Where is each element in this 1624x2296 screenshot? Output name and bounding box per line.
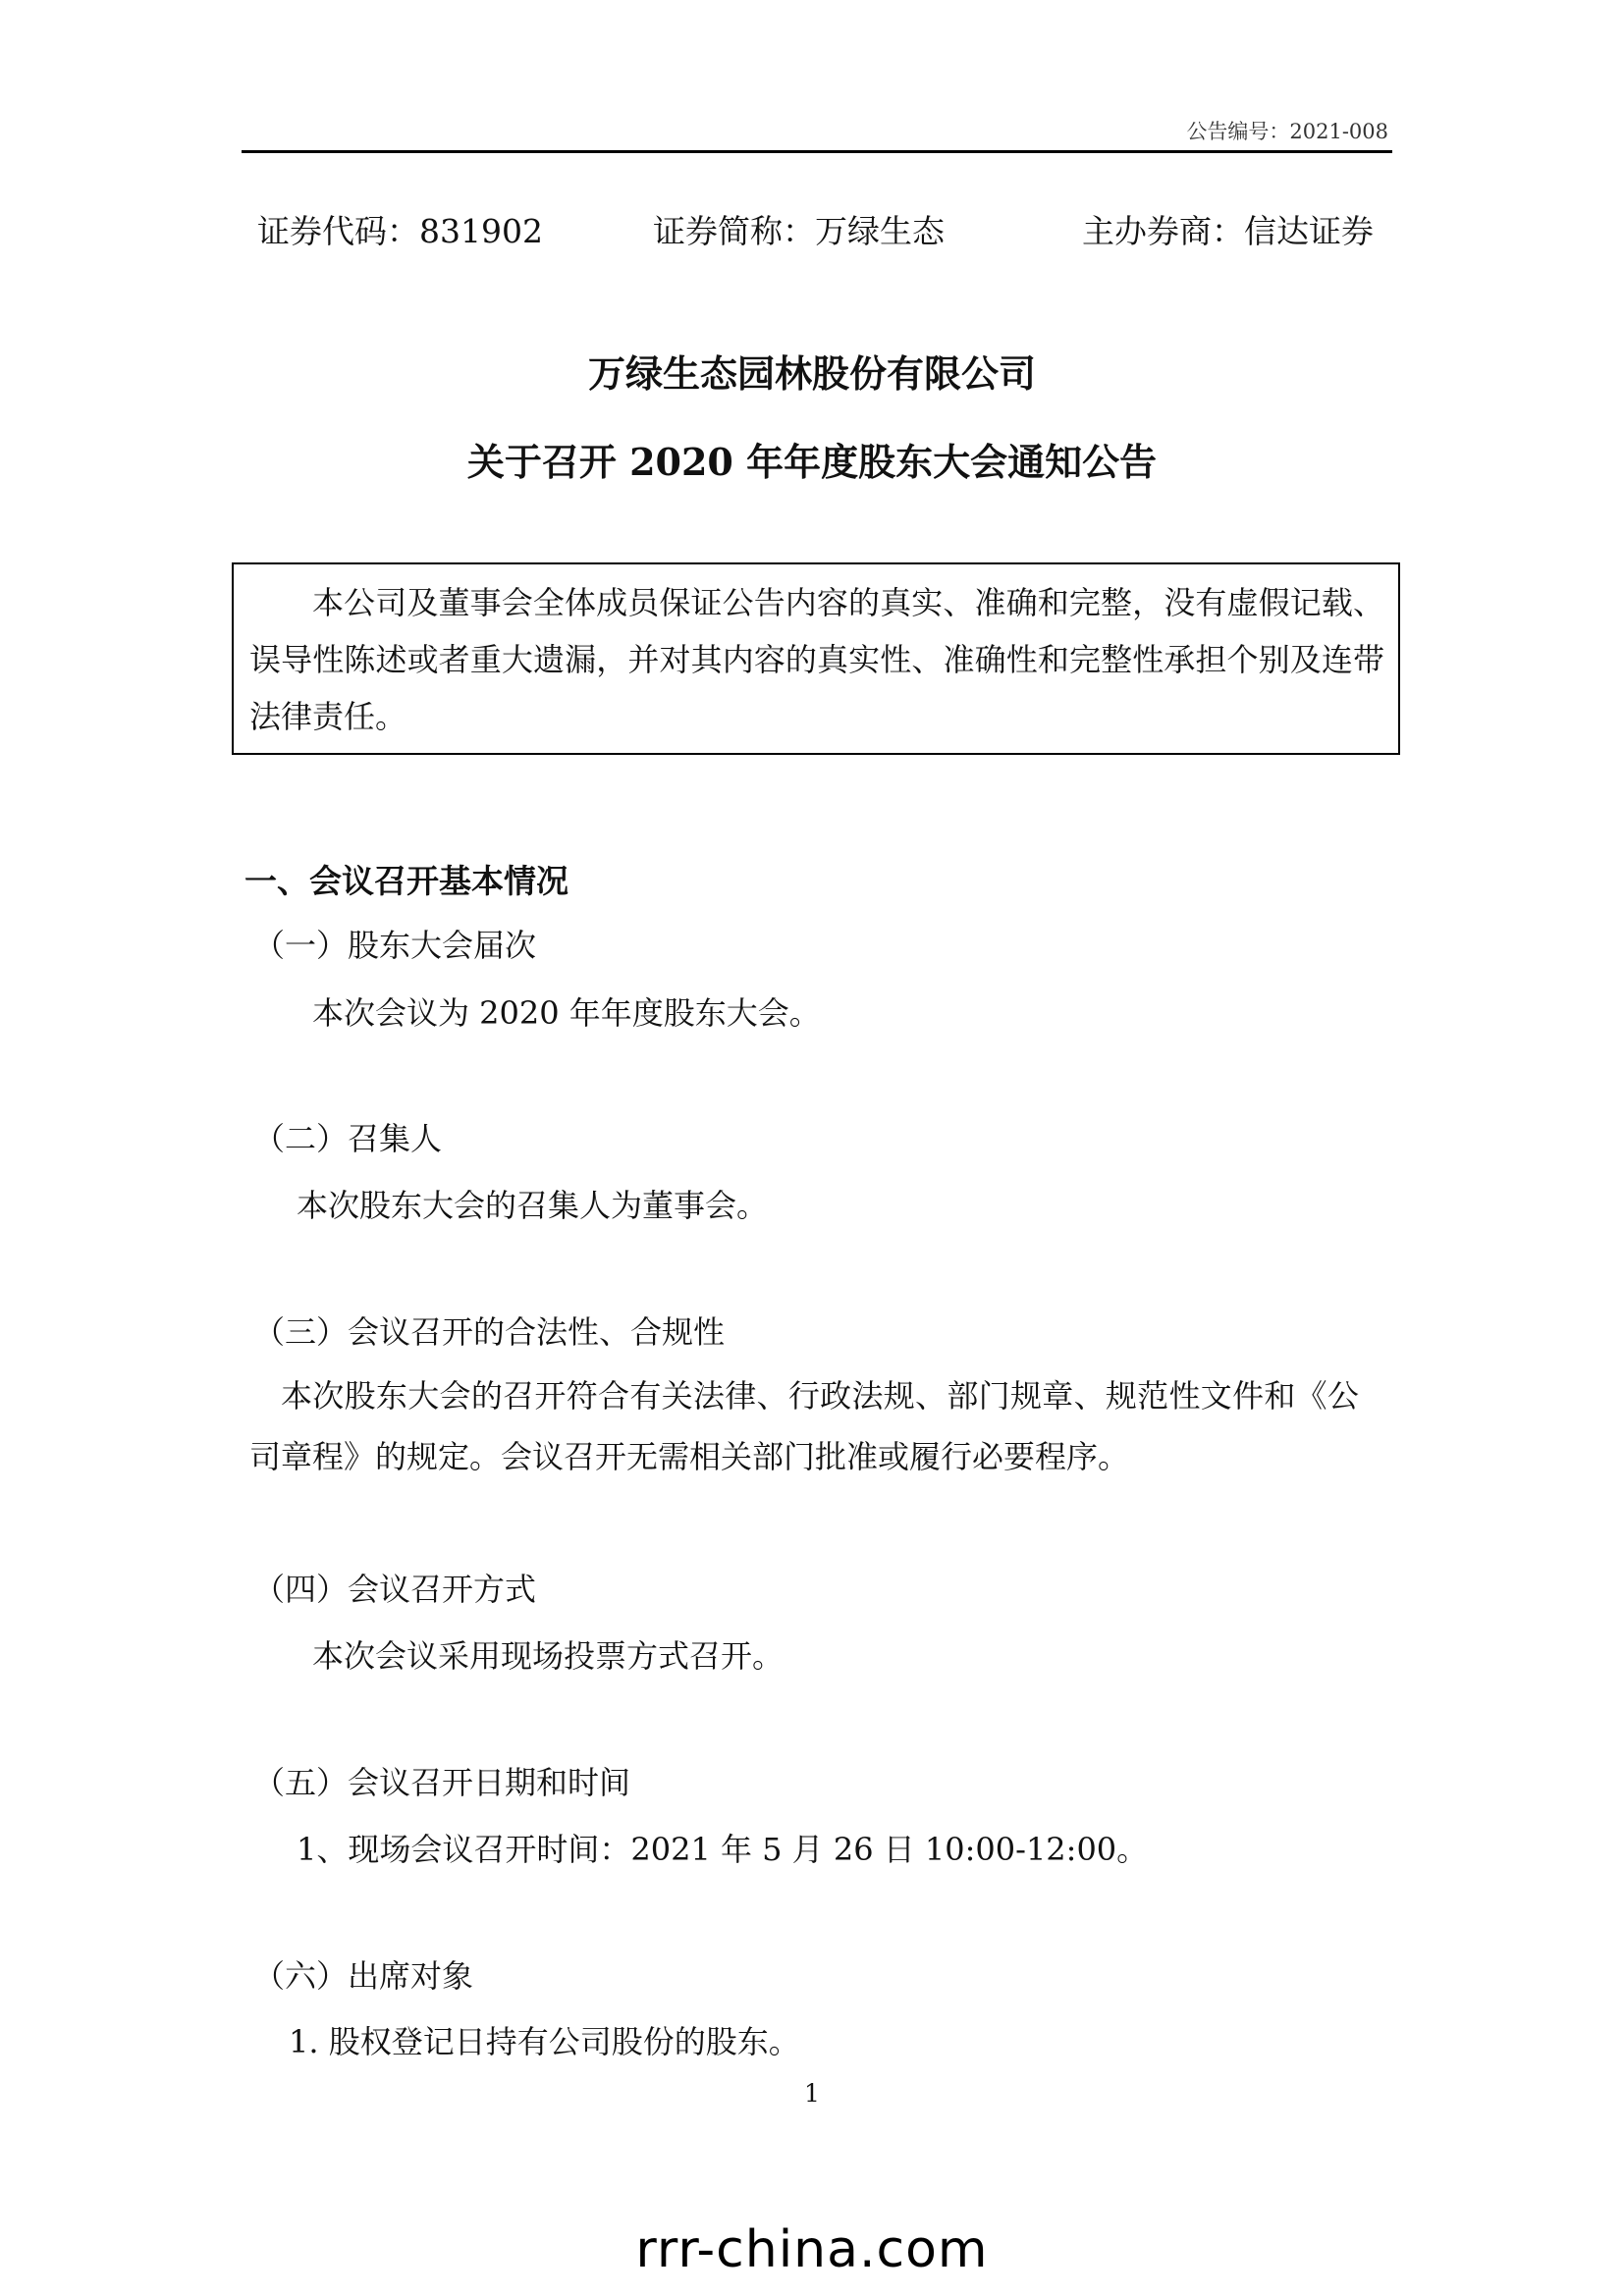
company-title: 万绿生态园林股份有限公司 [587, 351, 1036, 396]
watermark: rrr-china.com [635, 2220, 989, 2279]
subsection-heading: （六）出席对象 [253, 1957, 474, 1995]
subsection-heading: （三）会议召开的合法性、合规性 [253, 1313, 726, 1351]
header-rule [242, 150, 1392, 153]
subsection-heading: （二）召集人 [253, 1120, 443, 1157]
announcement-number: 公告编号：2021-008 [1186, 120, 1388, 143]
subsection-text: 本次会议为 2020 年年度股东大会。 [312, 994, 821, 1032]
subsection-heading: （四）会议召开方式 [253, 1571, 537, 1608]
lead-broker: 主办券商：信达证券 [1082, 212, 1374, 250]
notice-title: 关于召开 2020 年年度股东大会通知公告 [466, 440, 1158, 484]
subsection-heading: （一）股东大会届次 [253, 927, 537, 964]
disclaimer-box [232, 562, 1400, 755]
subsection-text: 本次股东大会的召开符合有关法律、行政法规、部门规章、规范性文件和《公司章程》的规定。会议召开无需相关部门批准或履行必要程序。 [249, 1377, 1359, 1475]
subsection-text: 1、现场会议召开时间：2021 年 5 月 26 日 10:00-12:00。 [297, 1831, 1149, 1868]
subsection-text: 本次会议采用现场投票方式召开。 [312, 1637, 785, 1675]
subsection-text: 本次股东大会的召集人为董事会。 [297, 1187, 769, 1224]
page-number: 1 [804, 2079, 820, 2108]
subsection-text: 1. 股权登记日持有公司股份的股东。 [289, 2023, 800, 2060]
subsection-heading: （五）会议召开日期和时间 [253, 1764, 631, 1801]
section-heading: 一、会议召开基本情况 [244, 862, 568, 900]
security-code: 证券代码：831902 [257, 212, 543, 250]
security-abbreviation: 证券简称：万绿生态 [653, 212, 945, 250]
disclaimer-text: 本公司及董事会全体成员保证公告内容的真实、准确和完整，没有虚假记载、误导性陈述或者重大遗漏，并对其内容的真实性、准确性和完整性承担个别及连带法律责任。 [249, 584, 1384, 735]
